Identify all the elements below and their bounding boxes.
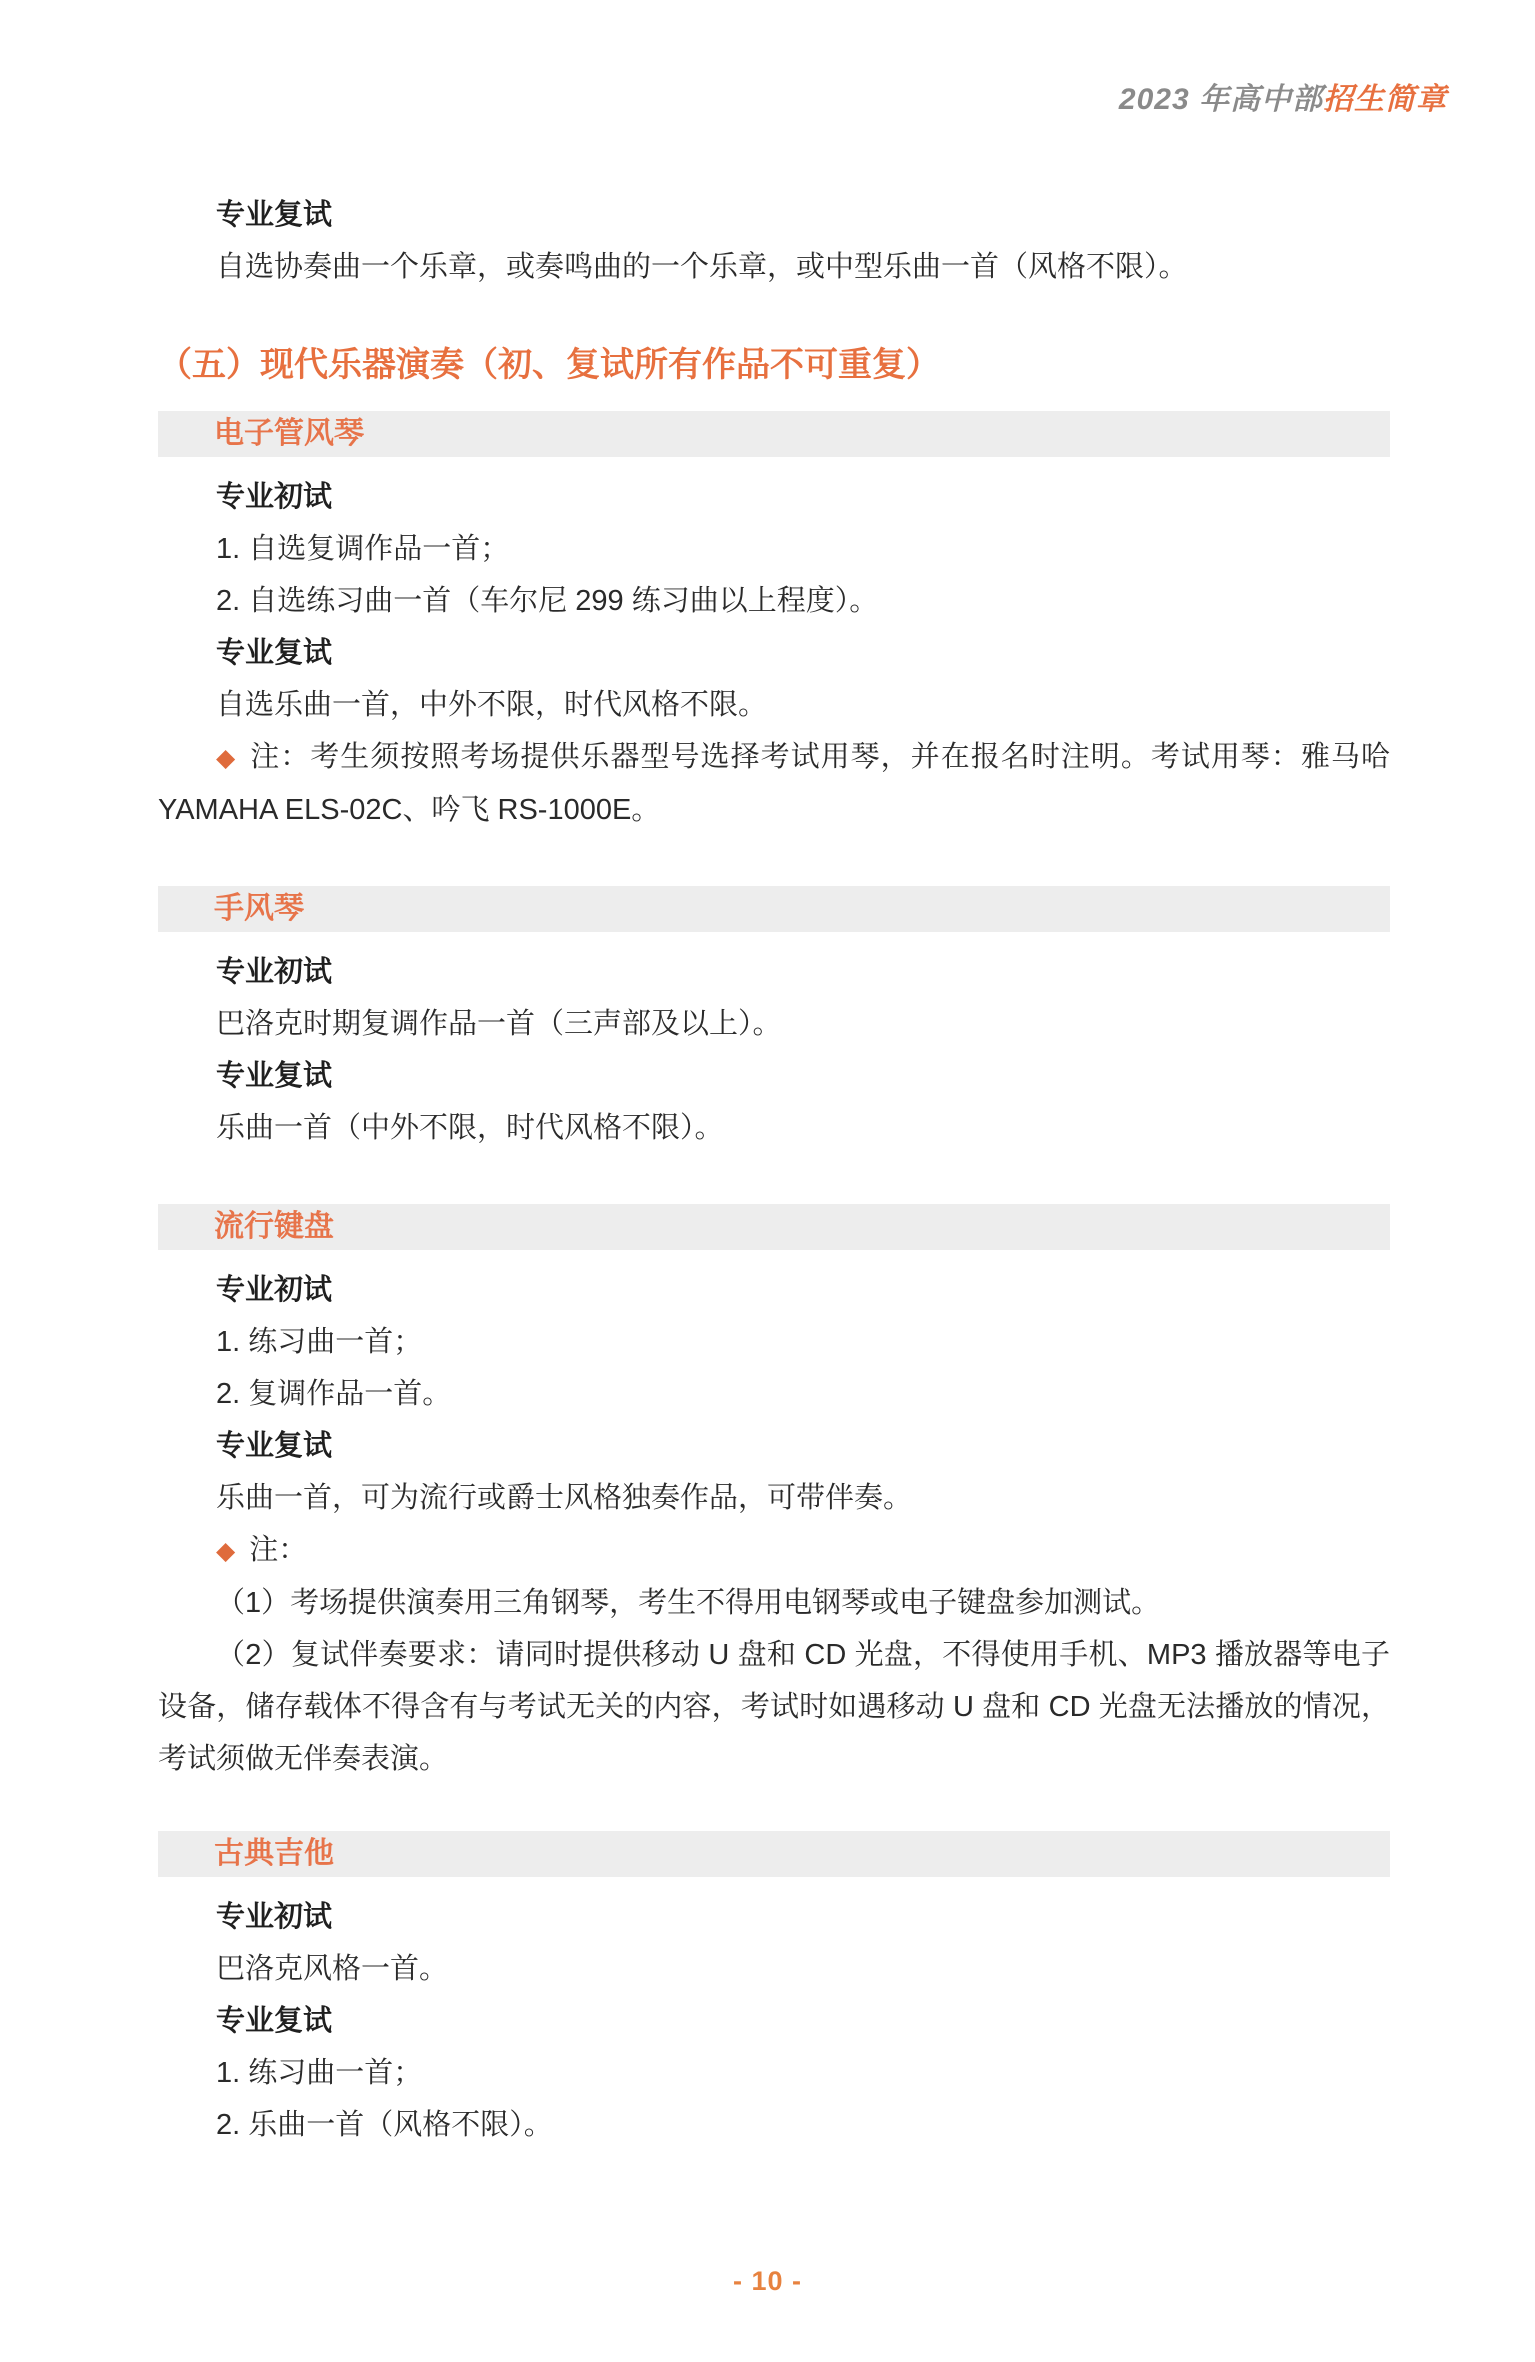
pop-keyboard-note-label <box>158 1524 1390 1577</box>
organ-retest-heading: 专业复试 <box>216 637 333 669</box>
guitar-first-test-heading: 专业初试 <box>216 1901 333 1933</box>
page-footer <box>0 2255 1535 2307</box>
section-five-title: （五）现代乐器演奏（初、复试所有作品不可重复） <box>158 346 940 384</box>
pop-keyboard-note-2: （2）复试伴奏要求：请同时提供移动 U 盘和 CD 光盘，不得使用手机、MP3 播放器等电子设备，储存载体不得含有与考试无关的内容，考试时如遇移动 U 盘和 CD 光盘无法播放的情况，考试须做无伴奏表演。 <box>158 1639 1390 1775</box>
accordion-retest-heading: 专业复试 <box>216 1060 333 1092</box>
banner-pop-keyboard-label: 流行键盘 <box>214 1210 334 1243</box>
banner-electronic-organ <box>158 411 1390 457</box>
pop-keyboard-item-2: 2. 复调作品一首。 <box>216 1378 452 1410</box>
accordion-retest-body: 乐曲一首（中外不限，时代风格不限）。 <box>216 1112 724 1144</box>
banner-accordion-label: 手风琴 <box>214 892 304 925</box>
accordion-first-test-body: 巴洛克时期复调作品一首（三声部及以上）。 <box>216 1008 782 1040</box>
guitar-item-1: 1. 练习曲一首； <box>216 2057 423 2089</box>
banner-classical-guitar-label: 古典吉他 <box>214 1837 334 1870</box>
organ-note <box>158 731 1390 836</box>
pop-keyboard-note-label-text: 注： <box>249 1534 308 1566</box>
organ-item-2: 2. 自选练习曲一首（车尔尼 299 练习曲以上程度）。 <box>216 585 879 617</box>
organ-first-test-heading: 专业初试 <box>216 481 333 513</box>
banner-classical-guitar <box>158 1831 1390 1877</box>
intro-retest-body: 自选协奏曲一个乐章，或奏鸣曲的一个乐章，或中型乐曲一首（风格不限）。 <box>216 251 1188 283</box>
header-brochure-label: 招生简章 <box>1323 83 1447 116</box>
banner-accordion <box>158 886 1390 932</box>
content <box>0 189 1535 2151</box>
accordion-first-test-heading: 专业初试 <box>216 956 333 988</box>
guitar-retest-heading: 专业复试 <box>216 2005 333 2037</box>
banner-electronic-organ-label: 电子管风琴 <box>214 417 364 450</box>
pop-keyboard-retest-heading: 专业复试 <box>216 1430 333 1462</box>
banner-pop-keyboard <box>158 1204 1390 1250</box>
pop-keyboard-retest-body: 乐曲一首，可为流行或爵士风格独奏作品，可带伴奏。 <box>216 1482 913 1514</box>
page-header <box>0 0 1535 118</box>
note-diamond-icon: ◆ <box>216 744 237 772</box>
organ-note-text: 注：考生须按照考场提供乐器型号选择考试用琴，并在报名时注明。考试用琴：雅马哈 YAMAHA ELS-02C、吟飞 RS-1000E。 <box>158 741 1390 826</box>
pop-keyboard-item-1: 1. 练习曲一首； <box>216 1326 423 1358</box>
note-diamond-icon: ◆ <box>216 1537 236 1565</box>
intro-retest-heading: 专业复试 <box>216 199 333 231</box>
organ-item-1: 1. 自选复调作品一首； <box>216 533 510 565</box>
organ-retest-body: 自选乐曲一首，中外不限，时代风格不限。 <box>216 689 768 721</box>
guitar-first-test-body: 巴洛克风格一首。 <box>216 1953 449 1985</box>
pop-keyboard-first-test-heading: 专业初试 <box>216 1274 333 1306</box>
header-year-label: 2023 年高中部 <box>1118 83 1323 116</box>
pop-keyboard-note-1: （1）考场提供演奏用三角钢琴，考生不得用电钢琴或电子键盘参加测试。 <box>216 1587 1161 1619</box>
page-number: - 10 - <box>732 2266 803 2296</box>
guitar-item-2: 2. 乐曲一首（风格不限）。 <box>216 2109 553 2141</box>
